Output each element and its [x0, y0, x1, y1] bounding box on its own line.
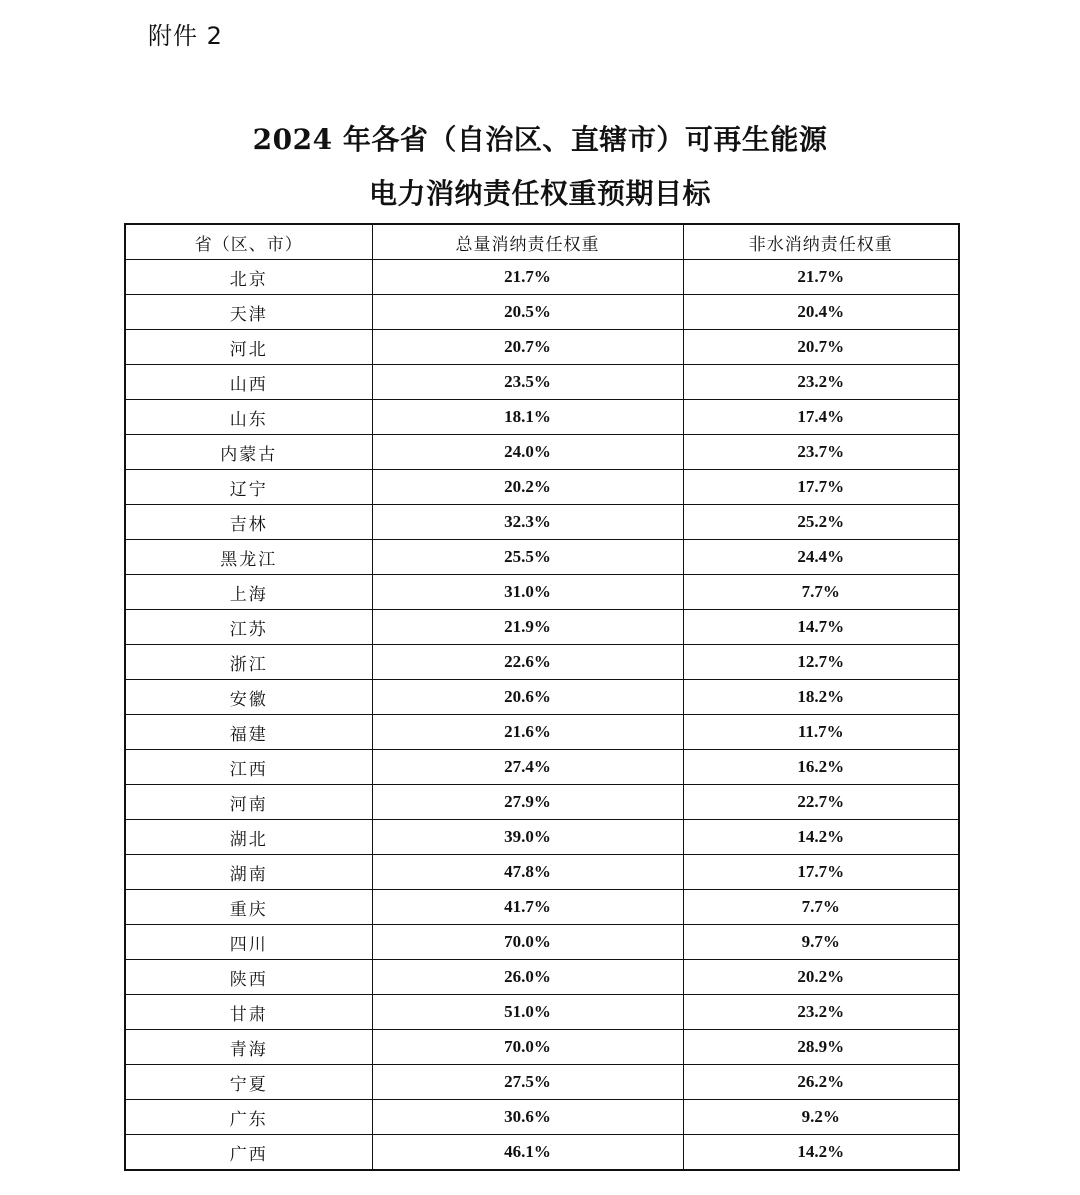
province-cell: 北京: [125, 260, 372, 295]
table-row: [125, 750, 959, 785]
total-weight-cell: 18.1%: [372, 400, 683, 435]
attachment-label: 附件 2: [148, 22, 223, 50]
total-weight-cell: 51.0%: [372, 995, 683, 1030]
table-row: [125, 890, 959, 925]
province-cell: 陕西: [125, 960, 372, 995]
non-hydro-weight-cell: 26.2%: [683, 1065, 959, 1100]
province-cell: 福建: [125, 715, 372, 750]
non-hydro-weight-cell: 7.7%: [683, 575, 959, 610]
header-province: 省（区、市）: [125, 224, 372, 260]
province-cell: 内蒙古: [125, 435, 372, 470]
total-weight-cell: 22.6%: [372, 645, 683, 680]
document-title-line-2: 电力消纳责任权重预期目标: [368, 177, 711, 210]
table-row: [125, 680, 959, 715]
province-cell: 吉林: [125, 505, 372, 540]
non-hydro-weight-cell: 9.7%: [683, 925, 959, 960]
table-header: [125, 224, 959, 260]
table-row: [125, 435, 959, 470]
non-hydro-weight-cell: 7.7%: [683, 890, 959, 925]
non-hydro-weight-cell: 17.4%: [683, 400, 959, 435]
total-weight-cell: 30.6%: [372, 1100, 683, 1135]
header-row: [125, 224, 959, 260]
total-weight-cell: 21.9%: [372, 610, 683, 645]
total-weight-cell: 31.0%: [372, 575, 683, 610]
total-weight-cell: 39.0%: [372, 820, 683, 855]
province-cell: 天津: [125, 295, 372, 330]
weight-targets-table: [124, 223, 960, 1171]
total-weight-cell: 20.2%: [372, 470, 683, 505]
total-weight-cell: 27.9%: [372, 785, 683, 820]
province-cell: 重庆: [125, 890, 372, 925]
non-hydro-weight-cell: 14.2%: [683, 1135, 959, 1171]
province-cell: 广东: [125, 1100, 372, 1135]
table-row: [125, 540, 959, 575]
table-row: [125, 365, 959, 400]
total-weight-cell: 24.0%: [372, 435, 683, 470]
province-cell: 山东: [125, 400, 372, 435]
table-row: [125, 295, 959, 330]
total-weight-cell: 26.0%: [372, 960, 683, 995]
non-hydro-weight-cell: 23.7%: [683, 435, 959, 470]
table-row: [125, 1030, 959, 1065]
province-cell: 安徽: [125, 680, 372, 715]
header-non-hydro-weight: 非水消纳责任权重: [683, 224, 959, 260]
province-cell: 青海: [125, 1030, 372, 1065]
non-hydro-weight-cell: 22.7%: [683, 785, 959, 820]
document-title-line-1: 2024 年各省（自治区、直辖市）可再生能源: [252, 123, 828, 156]
total-weight-cell: 20.5%: [372, 295, 683, 330]
table-row: [125, 470, 959, 505]
total-weight-cell: 21.6%: [372, 715, 683, 750]
non-hydro-weight-cell: 18.2%: [683, 680, 959, 715]
total-weight-cell: 32.3%: [372, 505, 683, 540]
non-hydro-weight-cell: 28.9%: [683, 1030, 959, 1065]
province-cell: 湖北: [125, 820, 372, 855]
table-row: [125, 995, 959, 1030]
non-hydro-weight-cell: 20.7%: [683, 330, 959, 365]
table-row: [125, 610, 959, 645]
total-weight-cell: 21.7%: [372, 260, 683, 295]
non-hydro-weight-cell: 25.2%: [683, 505, 959, 540]
table-row: [125, 855, 959, 890]
total-weight-cell: 46.1%: [372, 1135, 683, 1171]
province-cell: 山西: [125, 365, 372, 400]
table-row: [125, 1135, 959, 1171]
table-row: [125, 960, 959, 995]
province-cell: 甘肃: [125, 995, 372, 1030]
non-hydro-weight-cell: 17.7%: [683, 855, 959, 890]
total-weight-cell: 20.6%: [372, 680, 683, 715]
province-cell: 广西: [125, 1135, 372, 1171]
table-row: [125, 645, 959, 680]
table-row: [125, 505, 959, 540]
non-hydro-weight-cell: 11.7%: [683, 715, 959, 750]
province-cell: 湖南: [125, 855, 372, 890]
table-row: [125, 575, 959, 610]
total-weight-cell: 41.7%: [372, 890, 683, 925]
province-cell: 宁夏: [125, 1065, 372, 1100]
province-cell: 上海: [125, 575, 372, 610]
table-row: [125, 785, 959, 820]
non-hydro-weight-cell: 14.2%: [683, 820, 959, 855]
non-hydro-weight-cell: 12.7%: [683, 645, 959, 680]
total-weight-cell: 23.5%: [372, 365, 683, 400]
table-row: [125, 820, 959, 855]
table-body: [125, 260, 959, 1171]
non-hydro-weight-cell: 20.2%: [683, 960, 959, 995]
table-row: [125, 1100, 959, 1135]
province-cell: 辽宁: [125, 470, 372, 505]
province-cell: 江西: [125, 750, 372, 785]
province-cell: 河北: [125, 330, 372, 365]
province-cell: 河南: [125, 785, 372, 820]
table-row: [125, 715, 959, 750]
total-weight-cell: 27.5%: [372, 1065, 683, 1100]
non-hydro-weight-cell: 20.4%: [683, 295, 959, 330]
table-row: [125, 400, 959, 435]
non-hydro-weight-cell: 24.4%: [683, 540, 959, 575]
total-weight-cell: 47.8%: [372, 855, 683, 890]
province-cell: 四川: [125, 925, 372, 960]
province-cell: 黑龙江: [125, 540, 372, 575]
total-weight-cell: 20.7%: [372, 330, 683, 365]
table-row: [125, 1065, 959, 1100]
non-hydro-weight-cell: 21.7%: [683, 260, 959, 295]
table-row: [125, 925, 959, 960]
non-hydro-weight-cell: 23.2%: [683, 365, 959, 400]
non-hydro-weight-cell: 14.7%: [683, 610, 959, 645]
total-weight-cell: 70.0%: [372, 1030, 683, 1065]
province-cell: 浙江: [125, 645, 372, 680]
non-hydro-weight-cell: 23.2%: [683, 995, 959, 1030]
total-weight-cell: 25.5%: [372, 540, 683, 575]
non-hydro-weight-cell: 17.7%: [683, 470, 959, 505]
non-hydro-weight-cell: 9.2%: [683, 1100, 959, 1135]
total-weight-cell: 27.4%: [372, 750, 683, 785]
province-cell: 江苏: [125, 610, 372, 645]
table-row: [125, 330, 959, 365]
total-weight-cell: 70.0%: [372, 925, 683, 960]
table-row: [125, 260, 959, 295]
non-hydro-weight-cell: 16.2%: [683, 750, 959, 785]
header-total-weight: 总量消纳责任权重: [372, 224, 683, 260]
